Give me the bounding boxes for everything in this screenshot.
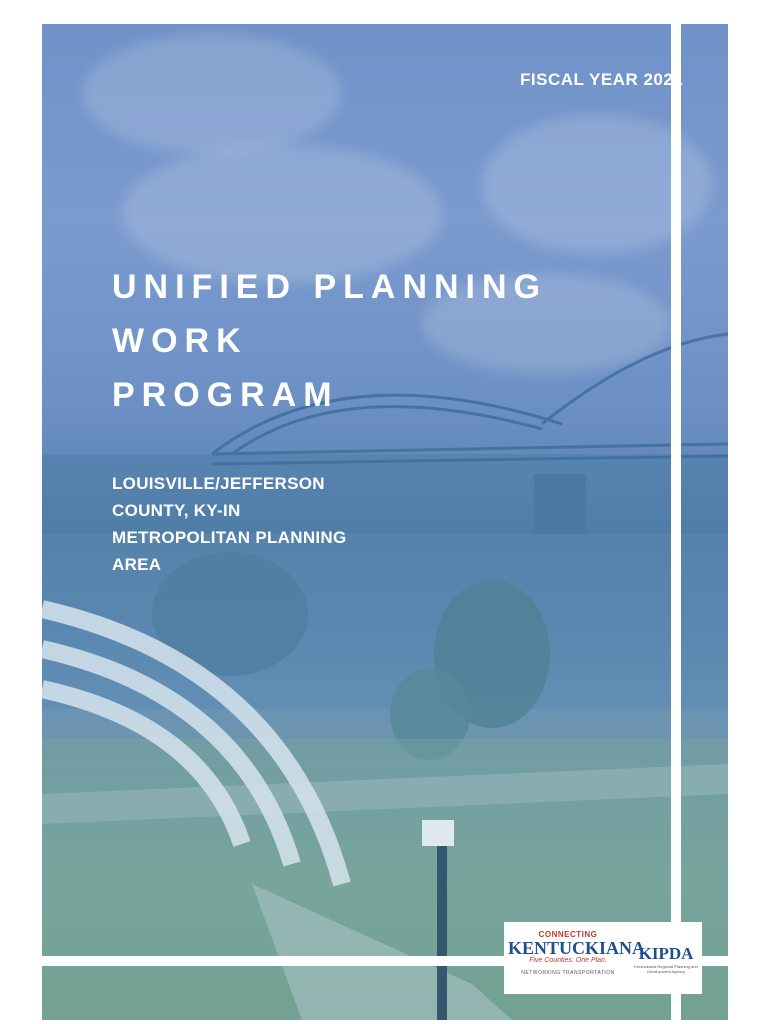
document-subtitle [112, 470, 347, 578]
logo-tagline: Five Counties. One Plan. [529, 957, 607, 964]
title-line: WORK [112, 322, 248, 360]
lamp [422, 820, 454, 846]
logo-text: KENTUCKIANA [508, 938, 646, 958]
logo-panel [504, 922, 702, 994]
document-title [112, 260, 652, 422]
connecting-kentuckiana-logo [508, 930, 646, 986]
title-line: PROGRAM [112, 376, 339, 414]
logo-text: CONNECTING [538, 930, 598, 939]
subtitle-line: LOUISVILLE/JEFFERSON [112, 474, 325, 493]
subtitle-line: METROPOLITAN PLANNING [112, 528, 347, 547]
logo-subtitle: Kentuckiana Regional Planning and Development Agency [634, 964, 698, 974]
logo-text: KIPDA [638, 944, 694, 963]
kipda-logo [634, 930, 698, 988]
vertical-accent-line [671, 24, 681, 1020]
fiscal-year-label: FISCAL YEAR 2021 [520, 70, 684, 89]
title-line: UNIFIED PLANNING [112, 268, 547, 306]
subtitle-line: AREA [112, 555, 162, 574]
logo-footer: NETWORKING TRANSPORTATION [521, 970, 615, 976]
cover-page [42, 24, 728, 1020]
lamp-post [437, 824, 447, 1020]
subtitle-line: COUNTY, KY-IN [112, 501, 241, 520]
